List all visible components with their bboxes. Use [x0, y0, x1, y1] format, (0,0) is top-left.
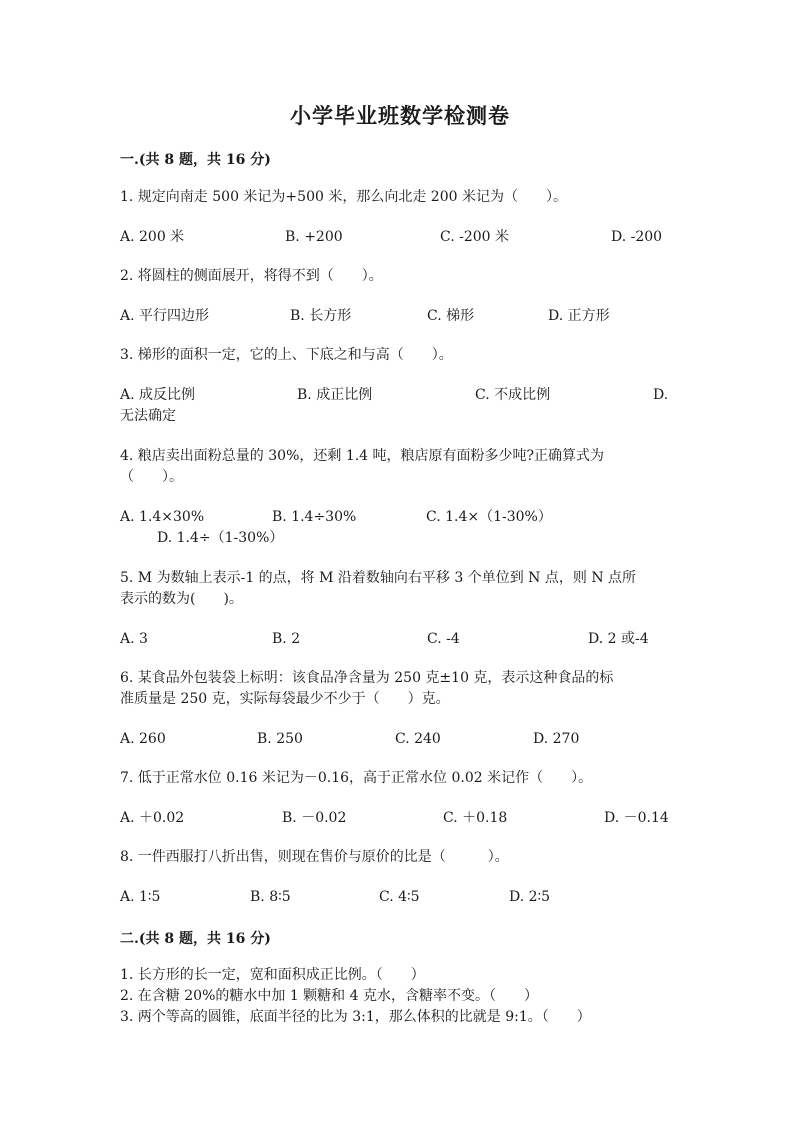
section-2-header: 二.(共 8 题，共 16 分) [120, 931, 271, 947]
question-5-text-line-1: 5. M 为数轴上表示-1 的点，将 M 沿着数轴向右平移 3 个单位到 N 点，则 N 点所 [120, 570, 637, 586]
question-2-option-c: C. 梯形 [427, 308, 475, 324]
question-1-option-d: D. -200 [611, 229, 663, 245]
question-1-option-b: B. +200 [285, 229, 343, 245]
question-3-option-a: A. 成反比例 [120, 387, 196, 403]
question-8-option-d: D. 2∶5 [509, 889, 551, 905]
question-4-text-line-2: （ ）。 [120, 469, 183, 485]
question-4-option-d: D. 1.4÷（1-30%） [157, 530, 284, 546]
question-1-option-a: A. 200 米 [120, 229, 185, 245]
question-7-option-c: C. ＋0.18 [443, 810, 508, 826]
question-7-option-a: A. ＋0.02 [120, 810, 185, 826]
judgement-item-1: 1. 长方形的长一定，宽和面积成正比例。（ ） [120, 967, 425, 983]
question-2-option-b: B. 长方形 [290, 308, 352, 324]
question-7-option-d: D. －0.14 [604, 810, 669, 826]
question-3-option-c: C. 不成比例 [475, 387, 551, 403]
question-2-text: 2. 将圆柱的侧面展开，将得不到（ ）。 [120, 268, 383, 284]
question-4-option-a: A. 1.4×30% [120, 509, 205, 525]
question-4-option-c: C. 1.4×（1-30%） [426, 509, 552, 525]
section-1-header: 一.(共 8 题，共 16 分) [120, 152, 271, 168]
judgement-item-2: 2. 在含糖 20%的糖水中加 1 颗糖和 4 克水，含糖率不变。（ ） [120, 988, 538, 1004]
question-3-option-d-text: 无法确定 [120, 408, 176, 424]
question-3-option-d: D. [653, 387, 669, 403]
question-7-text: 7. 低于正常水位 0.16 米记为－0.16，高于正常水位 0.02 米记作（ ）。 [120, 770, 593, 786]
question-5-option-d: D. 2 或-4 [588, 631, 649, 647]
question-6-text-line-2: 准质量是 250 克，实际每袋最少不少于（ ）克。 [120, 691, 450, 707]
question-6-option-c: C. 240 [395, 731, 441, 747]
question-1-text: 1. 规定向南走 500 米记为+500 米，那么向北走 200 米记为（ ）。 [120, 189, 567, 205]
question-6-text-line-1: 6. 某食品外包装袋上标明：该食品净含量为 250 克±10 克，表示这种食品的标 [120, 670, 614, 686]
question-6-option-d: D. 270 [533, 731, 580, 747]
question-5-option-b: B. 2 [272, 631, 301, 647]
question-5-option-a: A. 3 [120, 631, 148, 647]
question-1-option-c: C. -200 米 [440, 229, 510, 245]
question-6-option-b: B. 250 [257, 731, 303, 747]
question-5-option-c: C. -4 [427, 631, 460, 647]
question-2-option-a: A. 平行四边形 [120, 308, 210, 324]
question-5-text-line-2: 表示的数为( )。 [120, 591, 243, 607]
page-title: 小学毕业班数学检测卷 [290, 103, 510, 128]
question-6-option-a: A. 260 [120, 731, 166, 747]
question-8-option-b: B. 8∶5 [250, 889, 291, 905]
question-8-option-a: A. 1∶5 [120, 889, 161, 905]
question-8-text: 8. 一件西服打八折出售，则现在售价与原价的比是（ ）。 [120, 849, 509, 865]
question-4-text-line-1: 4. 粮店卖出面粉总量的 30%，还剩 1.4 吨，粮店原有面粉多少吨?正确算式为 [120, 448, 605, 464]
question-4-option-b: B. 1.4÷30% [272, 509, 357, 525]
question-3-text: 3. 梯形的面积一定，它的上、下底之和与高（ ）。 [120, 347, 453, 363]
question-7-option-b: B. －0.02 [282, 810, 347, 826]
question-3-option-b: B. 成正比例 [297, 387, 373, 403]
question-2-option-d: D. 正方形 [548, 308, 610, 324]
judgement-item-3: 3. 两个等高的圆锥，底面半径的比为 3:1，那么体积的比就是 9:1。（ ） [120, 1009, 591, 1025]
question-8-option-c: C. 4∶5 [379, 889, 420, 905]
